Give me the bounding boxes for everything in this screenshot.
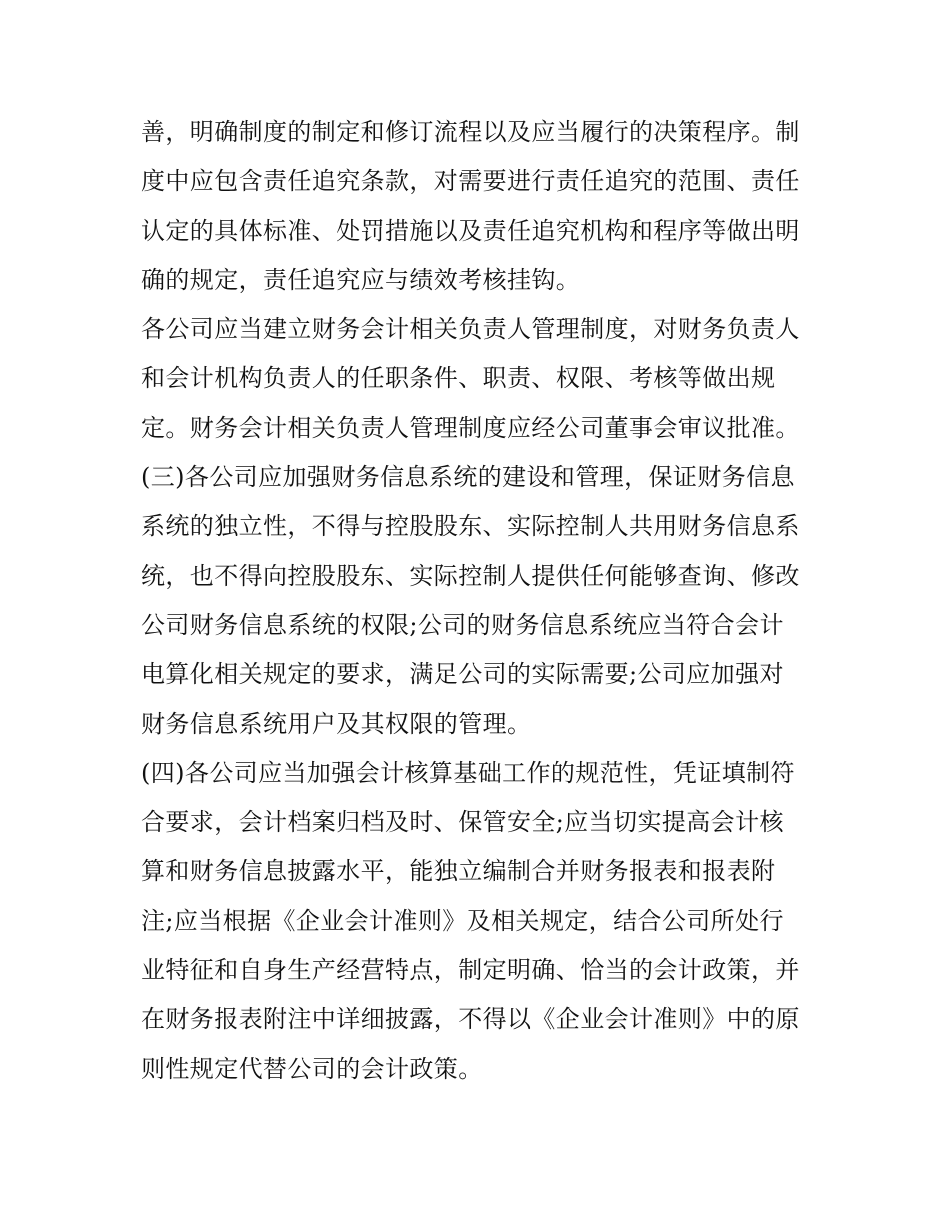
text-line: 度中应包含责任追究条款，对需要进行责任追究的范围、责任 xyxy=(141,167,800,196)
text-line: 各公司应当建立财务会计相关负责人管理制度，对财务负责人 xyxy=(141,315,800,344)
text-line: 定。财务会计相关负责人管理制度应经公司董事会审议批准。 xyxy=(141,413,800,442)
text-line: 业特征和自身生产经营特点，制定明确、恰当的会计政策，并 xyxy=(141,956,800,985)
text-line: (三)各公司应加强财务信息系统的建设和管理，保证财务信息 xyxy=(141,463,795,492)
text-line: 在财务报表附注中详细披露，不得以《企业会计准则》中的原 xyxy=(141,1005,800,1034)
text-line: 则性规定代替公司的会计政策。 xyxy=(141,1054,483,1083)
document-body xyxy=(141,108,821,1094)
text-line: 电算化相关规定的要求，满足公司的实际需要;公司应加强对 xyxy=(141,660,784,689)
text-line: 统，也不得向控股股东、实际控制人提供任何能够查询、修改 xyxy=(141,561,800,590)
text-line: (四)各公司应当加强会计核算基础工作的规范性，凭证填制符 xyxy=(141,758,795,787)
text-line: 公司财务信息系统的权限;公司的财务信息系统应当符合会计 xyxy=(141,610,784,639)
text-line: 系统的独立性，不得与控股股东、实际控制人共用财务信息系 xyxy=(141,512,800,541)
text-line: 合要求，会计档案归档及时、保管安全;应当切实提高会计核 xyxy=(141,808,784,837)
text-line: 认定的具体标准、处罚措施以及责任追究机构和程序等做出明 xyxy=(141,216,800,245)
text-line: 确的规定，责任追究应与绩效考核挂钩。 xyxy=(141,265,581,294)
text-line: 财务信息系统用户及其权限的管理。 xyxy=(141,709,532,738)
text-line: 和会计机构负责人的任职条件、职责、权限、考核等做出规 xyxy=(141,364,776,393)
text-line: 算和财务信息披露水平，能独立编制合并财务报表和报表附 xyxy=(141,857,776,886)
text-line: 注;应当根据《企业会计准则》及相关规定，结合公司所处行 xyxy=(141,906,784,935)
text-line: 善，明确制度的制定和修订流程以及应当履行的决策程序。制 xyxy=(141,118,800,146)
